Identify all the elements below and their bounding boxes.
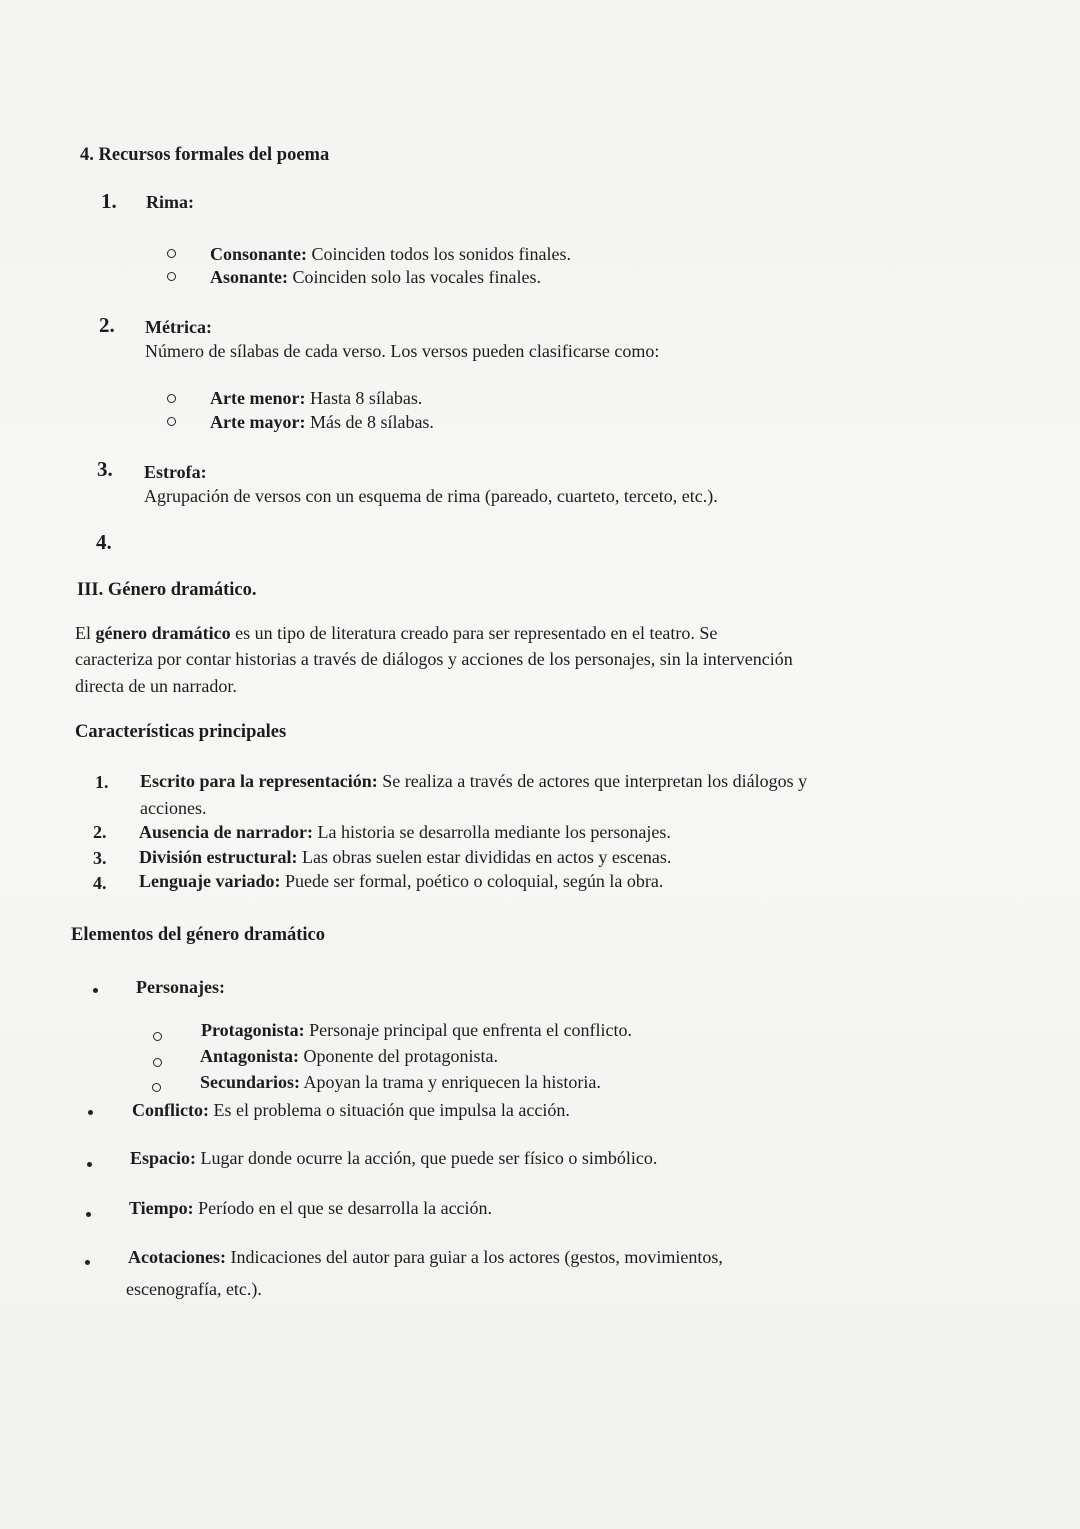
- item-label: Métrica:: [145, 317, 212, 337]
- circle-bullet-icon: [167, 249, 176, 258]
- list-item: Escrito para la representación: Se realiza a través de actores que interpretan los diálogos y: [140, 771, 808, 791]
- list-item: Ausencia de narrador: La historia se desarrolla mediante los personajes.: [139, 822, 671, 842]
- circle-bullet-icon: [167, 272, 176, 281]
- circle-bullet-icon: [153, 1058, 162, 1067]
- list-item: Arte menor: Hasta 8 sílabas.: [210, 388, 423, 408]
- section-title: 4. Recursos formales del poema: [80, 145, 330, 165]
- list-number: 2.: [93, 822, 107, 842]
- list-item: Acotaciones: Indicaciones del autor para guiar a los actores (gestos, movimientos,: [128, 1247, 723, 1267]
- bullet-icon: [86, 1212, 91, 1217]
- list-item: Secundarios: Apoyan la trama y enriquecen la historia.: [200, 1072, 601, 1092]
- list-item-continuation: escenografía, etc.).: [126, 1279, 262, 1299]
- item-label: Rima:: [146, 192, 194, 212]
- bullet-icon: [87, 1162, 92, 1167]
- list-item: División estructural: Las obras suelen estar divididas en actos y escenas.: [139, 847, 672, 867]
- bullet-icon: [93, 988, 98, 993]
- list-number: 1.: [95, 772, 109, 792]
- item-label: Estrofa:: [144, 462, 207, 482]
- list-item: Personajes:: [136, 977, 225, 997]
- circle-bullet-icon: [167, 394, 176, 403]
- bullet-icon: [88, 1110, 93, 1115]
- list-item: Espacio: Lugar donde ocurre la acción, que puede ser físico o simbólico.: [130, 1148, 658, 1168]
- paragraph-line: caracteriza por contar historias a través de diálogos y acciones de los personajes, sin la intervención: [75, 649, 793, 669]
- circle-bullet-icon: [152, 1083, 161, 1092]
- list-item: Asonante: Coinciden solo las vocales finales.: [210, 267, 541, 287]
- list-item: Arte mayor: Más de 8 sílabas.: [210, 412, 434, 432]
- list-item: Protagonista: Personaje principal que enfrenta el conflicto.: [201, 1020, 633, 1040]
- list-item: Consonante: Coinciden todos los sonidos finales.: [210, 244, 572, 264]
- list-item-continuation: acciones.: [140, 798, 207, 818]
- list-number: 3.: [97, 457, 113, 481]
- circle-bullet-icon: [167, 417, 176, 426]
- list-number: 4.: [93, 873, 107, 893]
- list-number: 1.: [101, 189, 117, 213]
- bullet-icon: [85, 1260, 90, 1265]
- paragraph-line: directa de un narrador.: [75, 676, 237, 696]
- item-description: Número de sílabas de cada verso. Los versos pueden clasificarse como:: [145, 341, 660, 361]
- subheading: Características principales: [75, 722, 287, 742]
- subheading: Elementos del género dramático: [71, 925, 325, 945]
- paragraph-line: El género dramático es un tipo de literatura creado para ser representado en el teatro. Se: [75, 623, 718, 643]
- list-number: 4.: [96, 530, 112, 554]
- list-item: Tiempo: Período en el que se desarrolla la acción.: [129, 1198, 493, 1218]
- list-item: Conflicto: Es el problema o situación que impulsa la acción.: [132, 1100, 570, 1120]
- section-heading: III. Género dramático.: [77, 580, 257, 600]
- list-item: Antagonista: Oponente del protagonista.: [200, 1046, 498, 1066]
- list-item: Lenguaje variado: Puede ser formal, poético o coloquial, según la obra.: [139, 871, 664, 891]
- list-number: 2.: [99, 313, 115, 337]
- circle-bullet-icon: [153, 1032, 162, 1041]
- list-number: 3.: [93, 848, 107, 868]
- item-description: Agrupación de versos con un esquema de rima (pareado, cuarteto, terceto, etc.).: [144, 486, 718, 506]
